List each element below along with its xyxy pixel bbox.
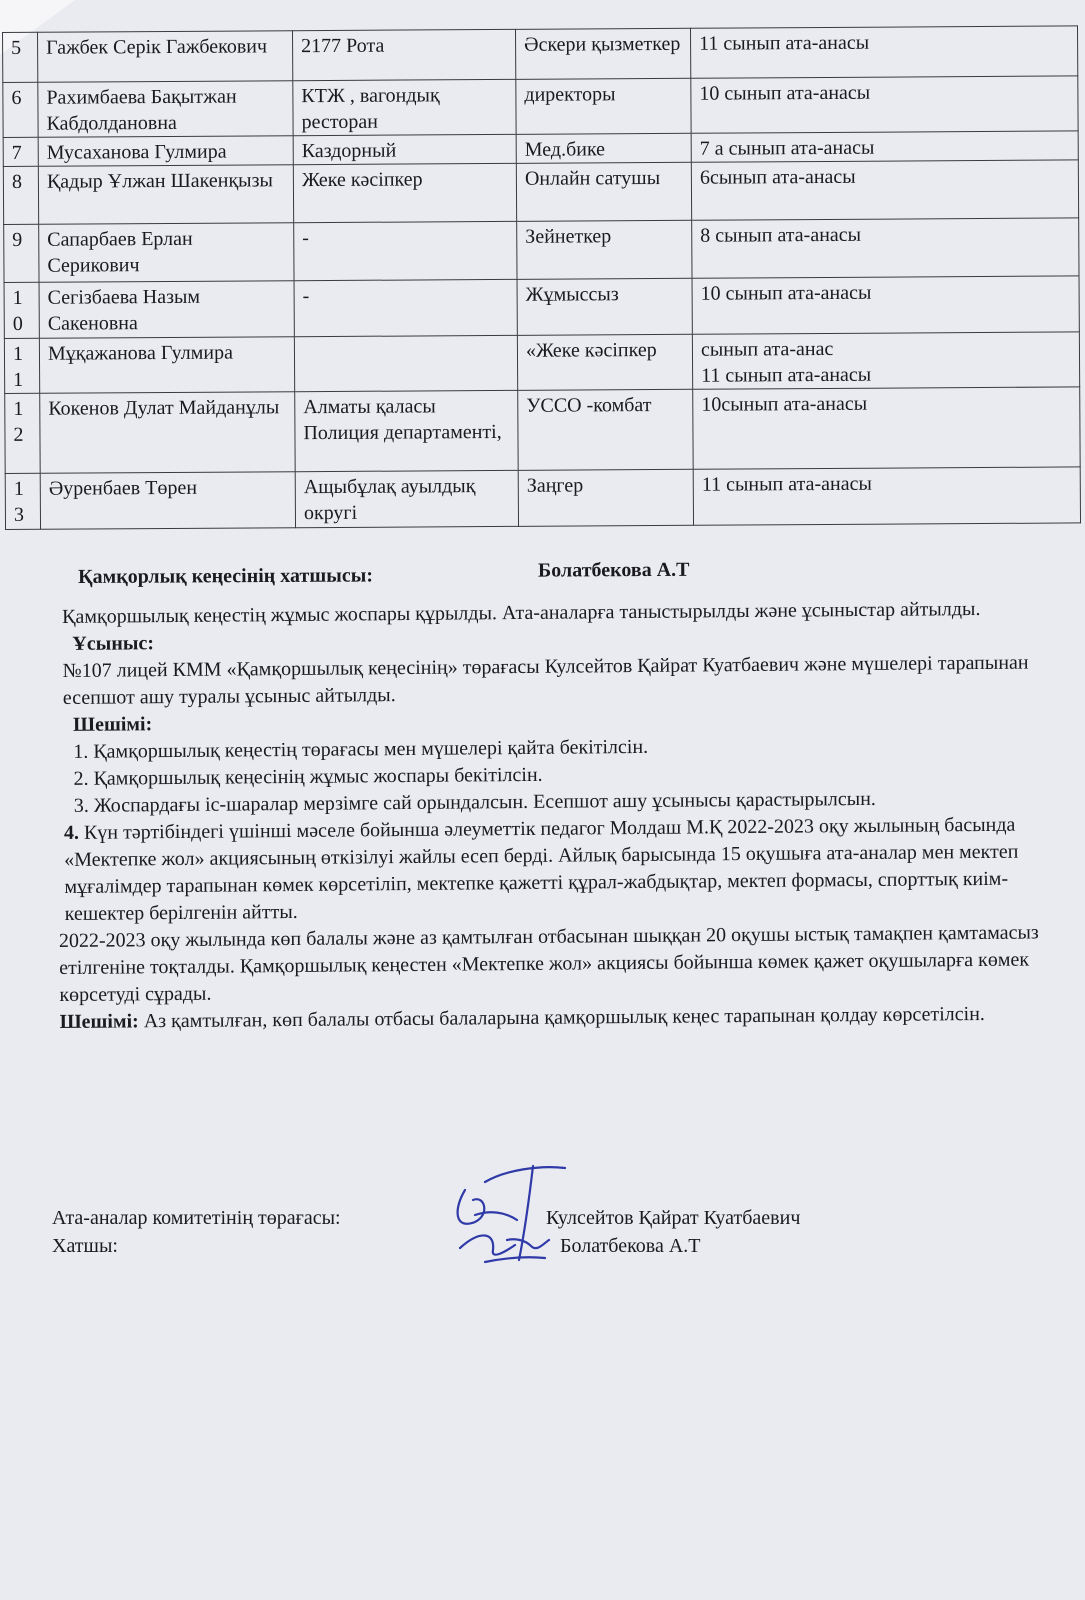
cell-note: 11 сынып ата-анасы — [693, 467, 1080, 525]
cell-work: Ащыбұлақ ауылдық округі — [295, 470, 518, 527]
cell-note: 10 сынып ата-анасы — [692, 276, 1079, 334]
secretary-line — [78, 558, 690, 589]
table-row — [3, 160, 1078, 225]
cell-position: «Жеке кәсіпкер — [517, 334, 692, 390]
cell-work: 2177 Рота — [292, 29, 515, 80]
cell-note: 6сынып ата-анасы — [691, 160, 1078, 220]
cell-work: - — [294, 221, 517, 280]
cell-position: директоры — [516, 78, 691, 134]
paragraph-meals: 2022-2023 оқу жылында көп балалы және аз қамтылған отбасынан шыққан 20 оқушы ыстық тамақпен қамтамасыз етілгеніне тоқталды. Қамқоршылық кеңестен «Мектепке жол» акциясы бойынша көмек қажет оқушыларға көмек көрсетуді сұрады. — [58, 921, 1039, 1007]
table-row — [5, 467, 1080, 530]
signature-block — [52, 1204, 952, 1260]
cell-name: Әуренбаев Төрен — [40, 472, 295, 530]
cell-position: Жұмыссыз — [517, 278, 692, 335]
heading-decision: Шешімі: — [72, 713, 153, 736]
cell-position: Әскери қызметкер — [515, 28, 690, 79]
cell-note: 8 сынып ата-анасы — [692, 218, 1079, 278]
cell-position: Онлайн сатушы — [516, 162, 691, 221]
table-row — [4, 218, 1079, 283]
cell-name: Сегізбаева Назым Сакеновна — [39, 281, 294, 339]
cell-num: 1 3 — [5, 473, 40, 529]
secretary-sign-name: Болатбекова А.Т — [560, 1235, 701, 1257]
cell-num: 7 — [3, 137, 38, 166]
paragraph-plan: Қамқоршылық кеңестің жұмыс жоспары құрылды. Ата-аналарға таныстырылды және ұсыныстар айтылды. — [62, 597, 981, 628]
cell-work: КТЖ , вагондық ресторан — [293, 79, 516, 135]
secretary-label: Қамқорлық кеңесінің хатшысы: — [78, 564, 374, 588]
cell-work: Жеке кәсіпкер — [293, 163, 516, 222]
cell-num: 6 — [3, 82, 38, 137]
members-table — [2, 25, 1081, 530]
cell-name: Сапарбаев Ерлан Серикович — [39, 223, 294, 283]
cell-num: 1 1 — [4, 338, 39, 393]
cell-note: 11 сынып ата-анасы — [690, 26, 1077, 78]
chair-label: Ата-аналар комитетінің төрағасы: — [52, 1207, 341, 1229]
secretary-sign-row — [52, 1232, 952, 1260]
cell-note: 7 а сынып ата-анасы — [691, 131, 1078, 162]
cell-work: Алматы қаласы Полиция департаменті, — [295, 390, 518, 471]
chair-name: Кулсейтов Қайрат Куатбаевич — [546, 1207, 801, 1229]
cell-work — [294, 335, 517, 391]
cell-num: 1 2 — [5, 393, 40, 473]
decision-item-3: 3. Жоспардағы іс-шаралар мерзімге сай орындалсын. Есепшот ашу ұсынысы қарастырылсын. — [73, 787, 876, 817]
cell-name: Кокенов Дулат Майданұлы — [40, 392, 295, 474]
cell-position: УССО -комбат — [518, 389, 693, 470]
cell-name: Гажбек Серік Гажбекович — [38, 31, 293, 83]
table-row — [4, 332, 1079, 394]
decision-item-2: 2. Қамқоршылық кеңесінің жұмыс жоспары бекітілсін. — [73, 763, 543, 790]
secretary-name: Болатбекова А.Т — [537, 558, 690, 582]
cell-num: 1 0 — [4, 282, 39, 338]
item-4-number: 4. — [63, 821, 80, 844]
chair-row — [52, 1204, 952, 1232]
minutes-text — [58, 595, 1046, 1036]
cell-num: 8 — [3, 166, 38, 224]
secretary-sign-label: Хатшы: — [52, 1235, 118, 1257]
cell-name: Мұқажанова Гулмира — [39, 337, 294, 394]
table-row — [4, 276, 1079, 339]
cell-work: - — [294, 279, 517, 336]
heading-proposal: Ұсыныс: — [72, 632, 155, 655]
cell-position: Заңгер — [518, 469, 693, 526]
cell-work: Каздорный — [293, 134, 516, 164]
paragraph-proposal: №107 лицей КММ «Қамқоршылық кеңесінің» төрағасы Кулсейтов Қайрат Куатбаевич және мүшелері тарапынан есепшот ашу туралы ұсыныс айтылды. — [62, 651, 1029, 709]
item-4-text: Күн тәртібіндегі үшінші мәселе бойынша әлеуметтік педагог Молдаш М.Қ 2022-2023 оқу жылының басында «Мектепке жол» акциясының өткізілуі жайлы есеп берді. Айлық барысында 15 оқушыға ата-аналар мен мектеп мұғалімдер тарапынан көмек көрсетіліп, мектепке қажетті құрал-жабдықтар, мектеп формасы, спорттық киім-кешектер берілгенін айтты. — [64, 813, 1019, 925]
cell-num: 9 — [4, 224, 39, 282]
cell-position: Мед.бике — [516, 133, 691, 163]
paragraph-item-4 — [64, 811, 1045, 928]
cell-position: Зейнеткер — [517, 220, 692, 279]
table-row — [3, 26, 1078, 83]
cell-note: 10сынып ата-анасы — [693, 387, 1080, 469]
final-decision-label: Шешімі: — [59, 1010, 139, 1034]
final-decision-text: Аз қамтылған, көп балалы отбасы балаларына қамқоршылық кеңес тарапынан қолдау көрсетілсін. — [138, 1002, 985, 1033]
table-row — [3, 76, 1078, 138]
cell-name: Мусаханова Гулмира — [38, 136, 293, 167]
decision-item-1: 1. Қамқоршылық кеңестің төрағасы мен мүшелері қайта бекітілсін. — [73, 735, 649, 763]
cell-name: Рахимбаева Бақытжан Кабдолдановна — [38, 81, 293, 138]
cell-num: 5 — [3, 32, 38, 82]
members-table-body — [3, 26, 1081, 530]
cell-note: 10 сынып ата-анасы — [691, 76, 1078, 133]
cell-name: Қадыр Ұлжан Шакенқызы — [38, 165, 293, 225]
cell-note: сынып ата-анас 11 сынып ата-анасы — [692, 332, 1079, 389]
table-row — [5, 387, 1080, 474]
